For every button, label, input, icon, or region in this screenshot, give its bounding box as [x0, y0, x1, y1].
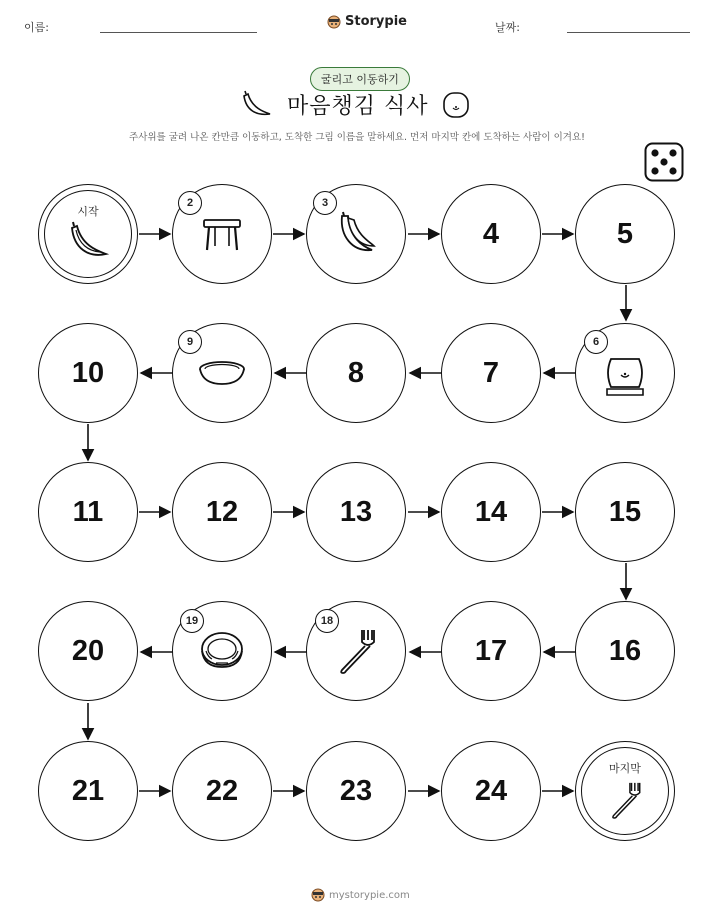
finish-cell [575, 741, 675, 841]
start-cell [38, 184, 138, 284]
cell-number: 23 [339, 774, 373, 807]
cell-number: 22 [205, 774, 239, 807]
cell-number: 20 [71, 634, 105, 667]
board-cell-14 [441, 462, 541, 562]
finish-label: 마지막 [609, 762, 641, 775]
cell-number: 4 [482, 217, 500, 250]
cell-number: 15 [608, 495, 642, 528]
cell-number: 7 [482, 356, 500, 389]
board-cell-21 [38, 741, 138, 841]
cell-number: 5 [616, 217, 634, 250]
board-cell-12 [172, 462, 272, 562]
activity-tag: 굴리고 이동하기 [310, 67, 410, 91]
mascot-icon [311, 888, 325, 902]
board-cell-4 [441, 184, 541, 284]
board-cell-10 [38, 323, 138, 423]
cell-number: 11 [72, 495, 104, 528]
board-cell-15 [575, 462, 675, 562]
board-cell-23 [306, 741, 406, 841]
cell-number-badge: 3 [313, 191, 337, 215]
belly-icon [601, 353, 649, 401]
cell-number-badge: 2 [178, 191, 202, 215]
start-label: 시작 [77, 205, 99, 218]
footer-site[interactable]: mystorypie.com [329, 889, 410, 901]
cell-number: 21 [71, 774, 105, 807]
date-label: 날짜: [495, 21, 520, 34]
instructions: 주사위를 굴려 나온 칸만큼 이동하고, 도착한 그림 이름을 말하세요. 먼저 마지막 칸에 도착하는 사람이 이겨요! [129, 132, 585, 143]
board-cell-7 [441, 323, 541, 423]
stool-icon [200, 214, 244, 254]
name-label: 이름: [24, 21, 49, 34]
cell-number: 12 [205, 495, 239, 528]
cell-number: 8 [347, 356, 365, 389]
cell-number: 13 [339, 495, 373, 528]
banana-icon [332, 210, 380, 258]
bowl-icon [197, 358, 247, 388]
footer [311, 888, 410, 902]
cell-number: 10 [71, 356, 105, 389]
pie-icon [198, 629, 246, 673]
cell-number-badge: 6 [584, 330, 608, 354]
board-cell-24 [441, 741, 541, 841]
board-cell-17 [441, 601, 541, 701]
page-title: 마음챙김 식사 [287, 94, 429, 119]
board-cell-8 [306, 323, 406, 423]
board-cell-22 [172, 741, 272, 841]
fork-icon [334, 626, 378, 676]
board-cell-16 [575, 601, 675, 701]
fork-icon [607, 778, 643, 822]
cell-number: 16 [608, 634, 642, 667]
cell-number-badge: 9 [178, 330, 202, 354]
logo-text: Storypie [345, 14, 407, 29]
cell-number-badge: 19 [180, 609, 204, 633]
board-cell-11 [38, 462, 138, 562]
cell-number: 24 [474, 774, 508, 807]
board-cell-5 [575, 184, 675, 284]
board-cell-20 [38, 601, 138, 701]
banana-icon [66, 220, 110, 264]
cell-number-badge: 18 [315, 609, 339, 633]
board-cell-13 [306, 462, 406, 562]
cell-number: 14 [474, 495, 508, 528]
cell-number: 17 [474, 634, 508, 667]
